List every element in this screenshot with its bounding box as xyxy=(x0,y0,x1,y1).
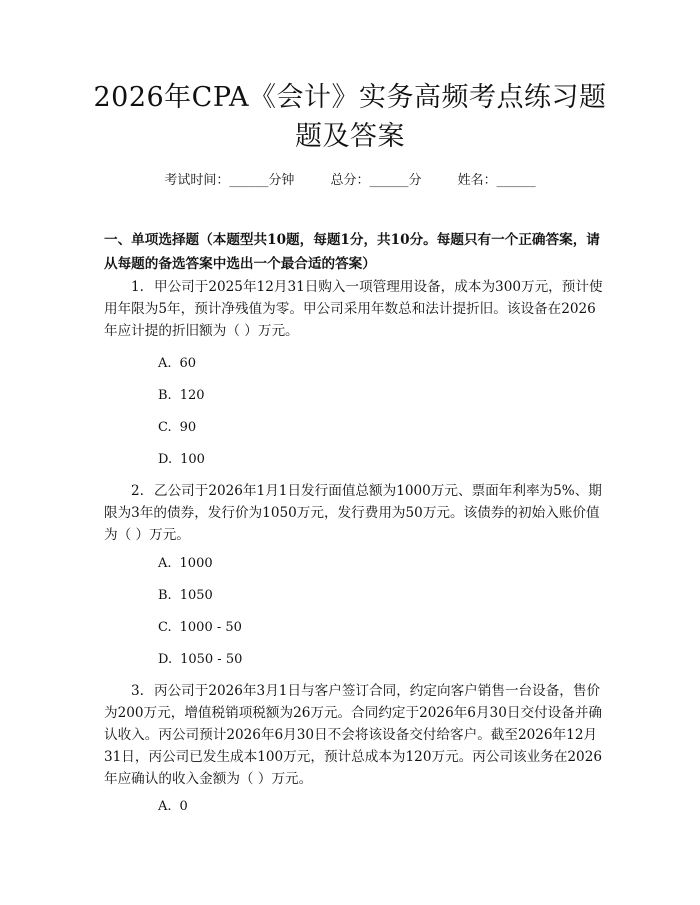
exam-total-score: 总分：______分 xyxy=(330,173,422,188)
question-text: 甲公司于2025年12月31日购入一项管理用设备，成本为300万元，预计使用年限为5年，预计净残值为零。甲公司采用年数总和法计提折旧。该设备在2026年应计提的折旧额为（ ）万元。 xyxy=(104,279,603,339)
option-text: 1050 - 50 xyxy=(180,652,243,667)
exam-time: 考试时间：______分钟 xyxy=(164,173,295,188)
question-2-option-d xyxy=(158,651,242,669)
question-2-option-b xyxy=(158,587,213,605)
option-letter: C. xyxy=(158,420,172,435)
question-2 xyxy=(104,480,604,546)
question-text: 丙公司于2026年3月1日与客户签订合同，约定向客户销售一台设备，售价为200万元，增值税销项税额为26万元。合同约定于2026年6月30日交付设备并确认收入。丙公司预计2026年6月30日不会将该设备交付给客户。截至2026年12月31日，丙公司已发生成本100万元，预计总成本为120万元。丙公司该业务在2026年应确认的收入金额为（ ）万元。 xyxy=(104,683,603,787)
option-letter: A. xyxy=(158,356,172,371)
option-letter: A. xyxy=(158,556,172,571)
exam-info xyxy=(0,169,700,188)
question-3 xyxy=(104,680,604,790)
question-2-option-a xyxy=(158,555,213,573)
question-3-option-a xyxy=(158,798,188,816)
option-letter: D. xyxy=(158,652,173,667)
exam-name-field: 姓名：______ xyxy=(457,173,536,188)
option-letter: D. xyxy=(158,452,173,467)
option-letter: B. xyxy=(158,388,172,403)
question-1-option-b xyxy=(158,387,205,405)
option-text: 60 xyxy=(179,356,197,371)
question-1 xyxy=(104,276,604,342)
option-letter: A. xyxy=(158,799,172,814)
option-text: 90 xyxy=(179,420,197,435)
question-number: 3. xyxy=(131,683,144,699)
option-text: 1000 - 50 xyxy=(179,620,242,635)
option-text: 100 xyxy=(180,452,205,467)
option-text: 0 xyxy=(179,799,188,814)
question-text: 乙公司于2026年1月1日发行面值总额为1000万元、票面年利率为5%、期限为3年的债券，发行价为1050万元，发行费用为50万元。该债券的初始入账价值为（ ）万元。 xyxy=(104,483,602,543)
section-header: 一、单项选择题（本题型共10题，每题1分，共10分。每题只有一个正确答案，请从每题的备选答案中选出一个最合适的答案） xyxy=(104,232,600,272)
option-text: 120 xyxy=(179,388,205,403)
option-text: 1050 xyxy=(179,588,213,603)
question-1-option-a xyxy=(158,355,196,373)
question-1-option-c xyxy=(158,419,196,437)
question-number: 2. xyxy=(131,483,144,499)
question-1-option-d xyxy=(158,451,205,469)
question-number: 1. xyxy=(131,279,144,295)
option-letter: C. xyxy=(158,620,172,635)
option-text: 1000 xyxy=(179,556,213,571)
question-2-option-c xyxy=(158,619,242,637)
option-letter: B. xyxy=(158,588,172,603)
document-title: 2026年CPA《会计》实务高频考点练习题题及答案 xyxy=(93,82,607,152)
